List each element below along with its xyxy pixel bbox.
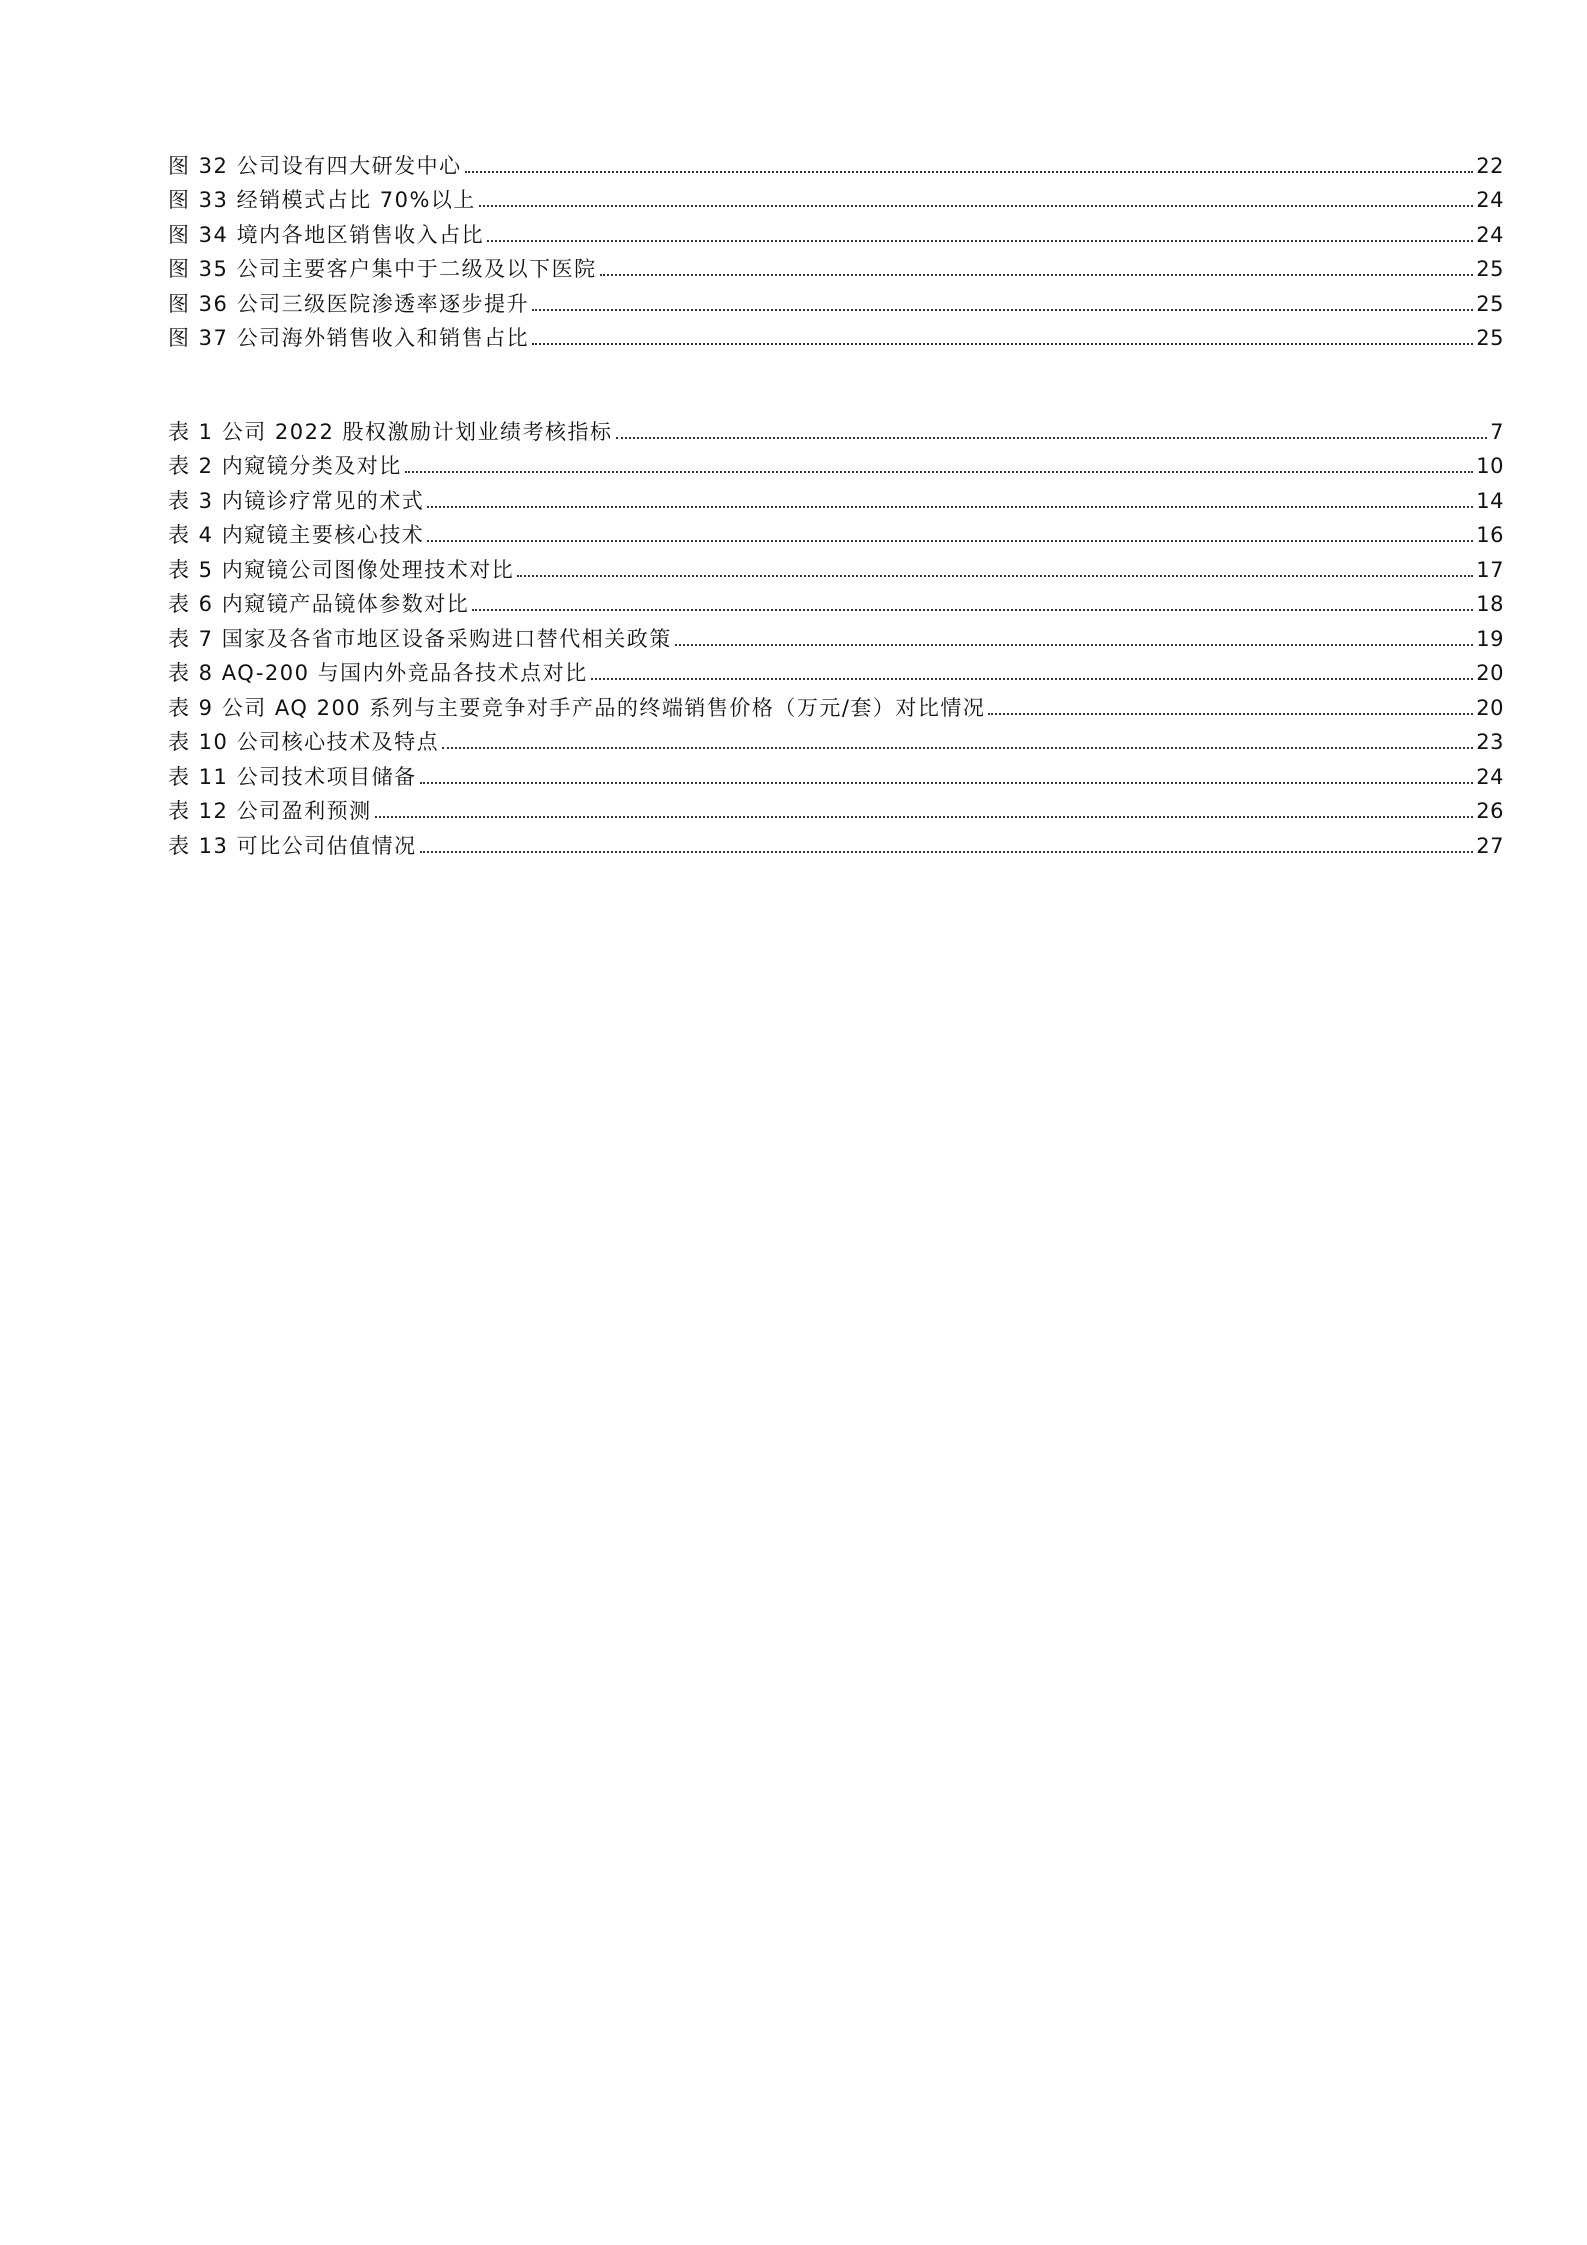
toc-entry-title: 表 12 公司盈利预测: [168, 799, 372, 823]
toc-entry-title: 图 37 公司海外销售收入和销售占比: [168, 326, 530, 350]
dot-leader: [442, 747, 1473, 749]
dot-leader: [405, 471, 1474, 473]
dot-leader: [427, 506, 1473, 508]
toc-entry[interactable]: [168, 410, 1504, 445]
toc-entry-page: 18: [1476, 592, 1504, 616]
toc-entry-page: 16: [1476, 523, 1504, 547]
toc-entry-title: 图 35 公司主要客户集中于二级及以下医院: [168, 257, 597, 281]
dot-leader: [420, 851, 1474, 853]
toc-entry[interactable]: [168, 652, 1504, 687]
toc-entry-page: 26: [1476, 799, 1504, 823]
toc-entry-page: 17: [1476, 557, 1504, 582]
toc-entry[interactable]: [168, 583, 1504, 618]
toc-entry-page: 24: [1476, 764, 1504, 789]
toc-entry[interactable]: [168, 514, 1504, 549]
figure-list: [168, 144, 1504, 351]
toc-entry-title: 表 9 公司 AQ 200 系列与主要竞争对手产品的终端销售价格（万元/套）对比情况: [168, 695, 986, 720]
toc-entry-title: 表 7 国家及各省市地区设备采购进口替代相关政策: [168, 626, 672, 651]
dot-leader: [532, 343, 1473, 345]
toc-entry-title: 表 10 公司核心技术及特点: [168, 730, 440, 754]
toc-entry-title: 表 5 内窥镜公司图像处理技术对比: [168, 557, 515, 582]
dot-leader: [472, 609, 1473, 611]
toc-entry[interactable]: [168, 282, 1504, 317]
dot-leader: [487, 240, 1473, 242]
toc-entry-page: 24: [1476, 222, 1504, 247]
toc-entry-page: 20: [1476, 695, 1504, 720]
dot-leader: [600, 274, 1474, 276]
toc-entry[interactable]: [168, 824, 1504, 859]
toc-entry-page: 22: [1476, 153, 1504, 178]
toc-entry-page: 24: [1476, 188, 1504, 212]
toc-entry-page: 27: [1476, 833, 1504, 858]
toc-entry-title: 表 2 内窥镜分类及对比: [168, 454, 402, 478]
toc-entry[interactable]: [168, 755, 1504, 790]
toc-entry-title: 表 1 公司 2022 股权激励计划业绩考核指标: [168, 419, 613, 444]
toc-entry-page: 7: [1490, 419, 1504, 444]
toc-entry-page: 14: [1476, 488, 1504, 513]
toc-entry[interactable]: [168, 179, 1504, 214]
dot-leader: [420, 782, 1474, 784]
toc-entry[interactable]: [168, 479, 1504, 514]
dot-leader: [591, 678, 1474, 680]
toc-entry-page: 20: [1476, 661, 1504, 685]
toc-entry-title: 表 11 公司技术项目储备: [168, 764, 417, 789]
toc-entry[interactable]: [168, 721, 1504, 756]
dot-leader: [532, 309, 1473, 311]
dot-leader: [675, 644, 1474, 646]
table-list: [168, 410, 1504, 859]
toc-entry-title: 表 8 AQ-200 与国内外竞品各技术点对比: [168, 661, 588, 685]
toc-entry-title: 表 4 内窥镜主要核心技术: [168, 523, 425, 547]
toc-entry[interactable]: [168, 445, 1504, 480]
toc-entry-title: 图 34 境内各地区销售收入占比: [168, 222, 485, 247]
toc-entry-title: 表 6 内窥镜产品镜体参数对比: [168, 592, 470, 616]
toc-entry-page: 19: [1476, 626, 1504, 651]
toc-entry[interactable]: [168, 213, 1504, 248]
toc-entry-title: 表 13 可比公司估值情况: [168, 833, 417, 858]
toc-entry-title: 图 36 公司三级医院渗透率逐步提升: [168, 291, 530, 316]
toc-entry[interactable]: [168, 144, 1504, 179]
toc-entry[interactable]: [168, 617, 1504, 652]
toc-entry[interactable]: [168, 790, 1504, 825]
toc-entry-title: 表 3 内镜诊疗常见的术式: [168, 488, 425, 513]
toc-entry[interactable]: [168, 317, 1504, 352]
toc-entry-title: 图 33 经销模式占比 70%以上: [168, 188, 476, 212]
dot-leader: [465, 171, 1474, 173]
dot-leader: [427, 540, 1473, 542]
dot-leader: [375, 816, 1474, 818]
toc-entry[interactable]: [168, 686, 1504, 721]
toc-entry-page: 25: [1476, 326, 1504, 350]
toc-entry-page: 10: [1476, 454, 1504, 478]
dot-leader: [988, 713, 1473, 715]
toc-entry-page: 25: [1476, 291, 1504, 316]
toc-entry-page: 25: [1476, 257, 1504, 281]
dot-leader: [517, 575, 1473, 577]
dot-leader: [479, 205, 1473, 207]
toc-entry-page: 23: [1476, 730, 1504, 754]
dot-leader: [616, 437, 1488, 439]
toc-entry-title: 图 32 公司设有四大研发中心: [168, 153, 462, 178]
toc-entry[interactable]: [168, 248, 1504, 283]
toc-entry[interactable]: [168, 548, 1504, 583]
